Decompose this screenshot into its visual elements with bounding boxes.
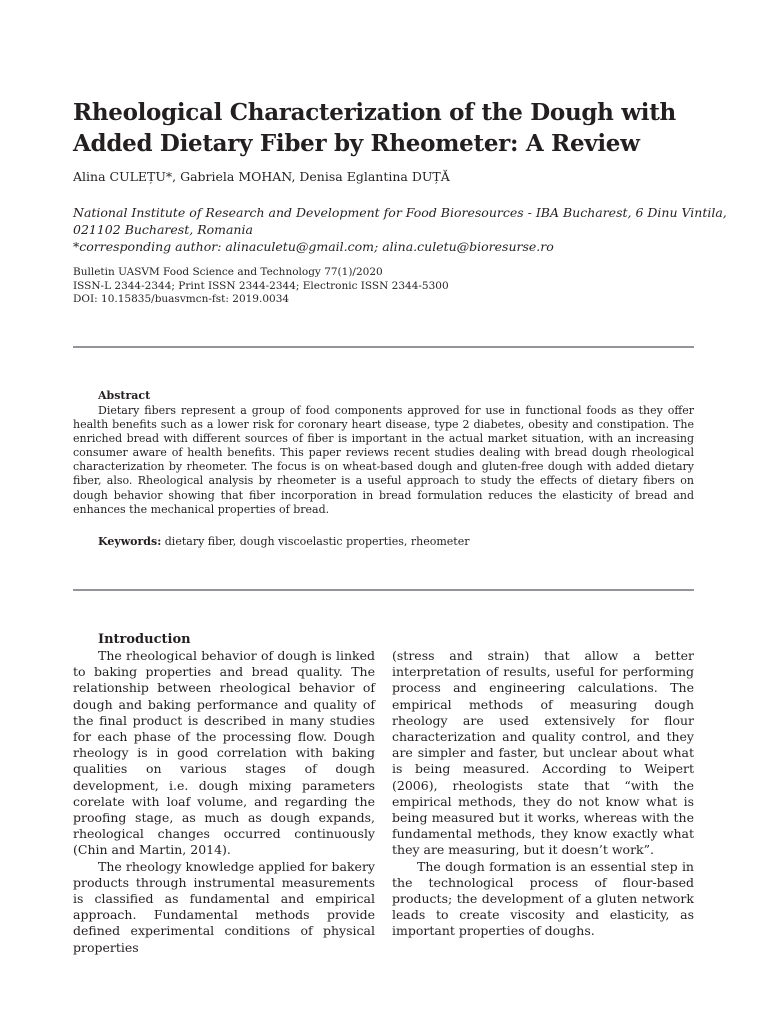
author-list: Alina CULEȚU*, Gabriela MOHAN, Denisa Eglantina DUȚĂ [73,169,450,184]
intro-paragraph-1: The rheological behavior of dough is linked to baking properties and bread quality. The relationship between rheological behavior of dough and baking performance and quality of the final product is described in many studies for each phase of the processing flow. Dough rheology is in good correlation with baking qualities on various stages of dough development, i.e. dough mixing parameters corelate with loaf volume, and regarding the proofing stage, as much as dough expands, rheological changes occurred continuously (Chin and Martin, 2014). [73,648,375,858]
top-divider [73,346,694,348]
corresponding-author: *corresponding author: alinaculetu@gmail.com; alina.culetu@bioresurse.ro [73,239,554,254]
doi-line: DOI: 10.15835/buasvmcn-fst: 2019.0034 [73,293,290,305]
abstract-text: Dietary fibers represent a group of food components approved for use in functional foods as they offer health benefits such as a lower risk for coronary heart disease, type 2 diabetes, obesity and constipation. The enriched bread with different sources of fiber is important in the actual market situation, with an increasing consumer aware of health benefits. This paper reviews recent studies dealing with bread dough rheological characterization by rheometer. The focus is on wheat-based dough and gluten-free dough with added dietary fiber, also. Rheological analysis by rheometer is a useful approach to study the effects of dietary fibers on dough behavior showing that fiber incorporation in bread formulation reduces the elasticity of bread and enhances the mechanical properties of bread. [73,404,694,516]
keywords-label: Keywords: [98,535,162,548]
abstract-heading: Abstract [98,389,151,402]
affiliation-block [73,204,727,255]
bottom-divider [73,589,694,591]
affiliation-line-1: National Institute of Research and Development for Food Bioresources - IBA Bucharest, 6 Dinu Vintila, [73,205,727,220]
intro-paragraph-3: The dough formation is an essential step in the technological process of flour-based products; the development of a gluten network leads to create viscosity and elasticity, as important properties of doughs. [392,858,694,939]
intro-paragraph-2: The rheology knowledge applied for bakery products through instrumental measurements is classified as fundamental and empirical approach. Fundamental methods provide defined experimental conditions of physical properties [73,858,375,955]
issn-line: ISSN-L 2344-2344; Print ISSN 2344-2344; Electronic ISSN 2344-5300 [73,279,449,292]
paper-title: Rheological Characterization of the Dough with Added Dietary Fiber by Rheometer: A Review [73,99,676,157]
left-column [73,632,375,956]
keywords-text: dietary fiber, dough viscoelastic properties, rheometer [164,535,470,548]
journal-citation: Bulletin UASVM Food Science and Technology 77(1)/2020 [73,266,383,278]
introduction-heading: Introduction [98,632,191,647]
keywords-line [98,535,470,548]
bibliographic-info [73,266,449,307]
affiliation-line-2: 021102 Bucharest, Romania [73,222,253,237]
right-column [392,648,694,940]
intro-paragraph-2-continued: (stress and strain) that allow a better interpretation of results, useful for performing process and engineering calculations. The empirical methods of measuring dough rheology are used extensively for flour characterization and quality control, and they are simpler and faster, but unclear about what is being measured. According to Weipert (2006), rheologists state that “with the empirical methods, they do not know what is being measured but it works, whereas with the fundamental methods, they know exactly what they are measuring, but it doesn’t work”. [392,648,694,858]
